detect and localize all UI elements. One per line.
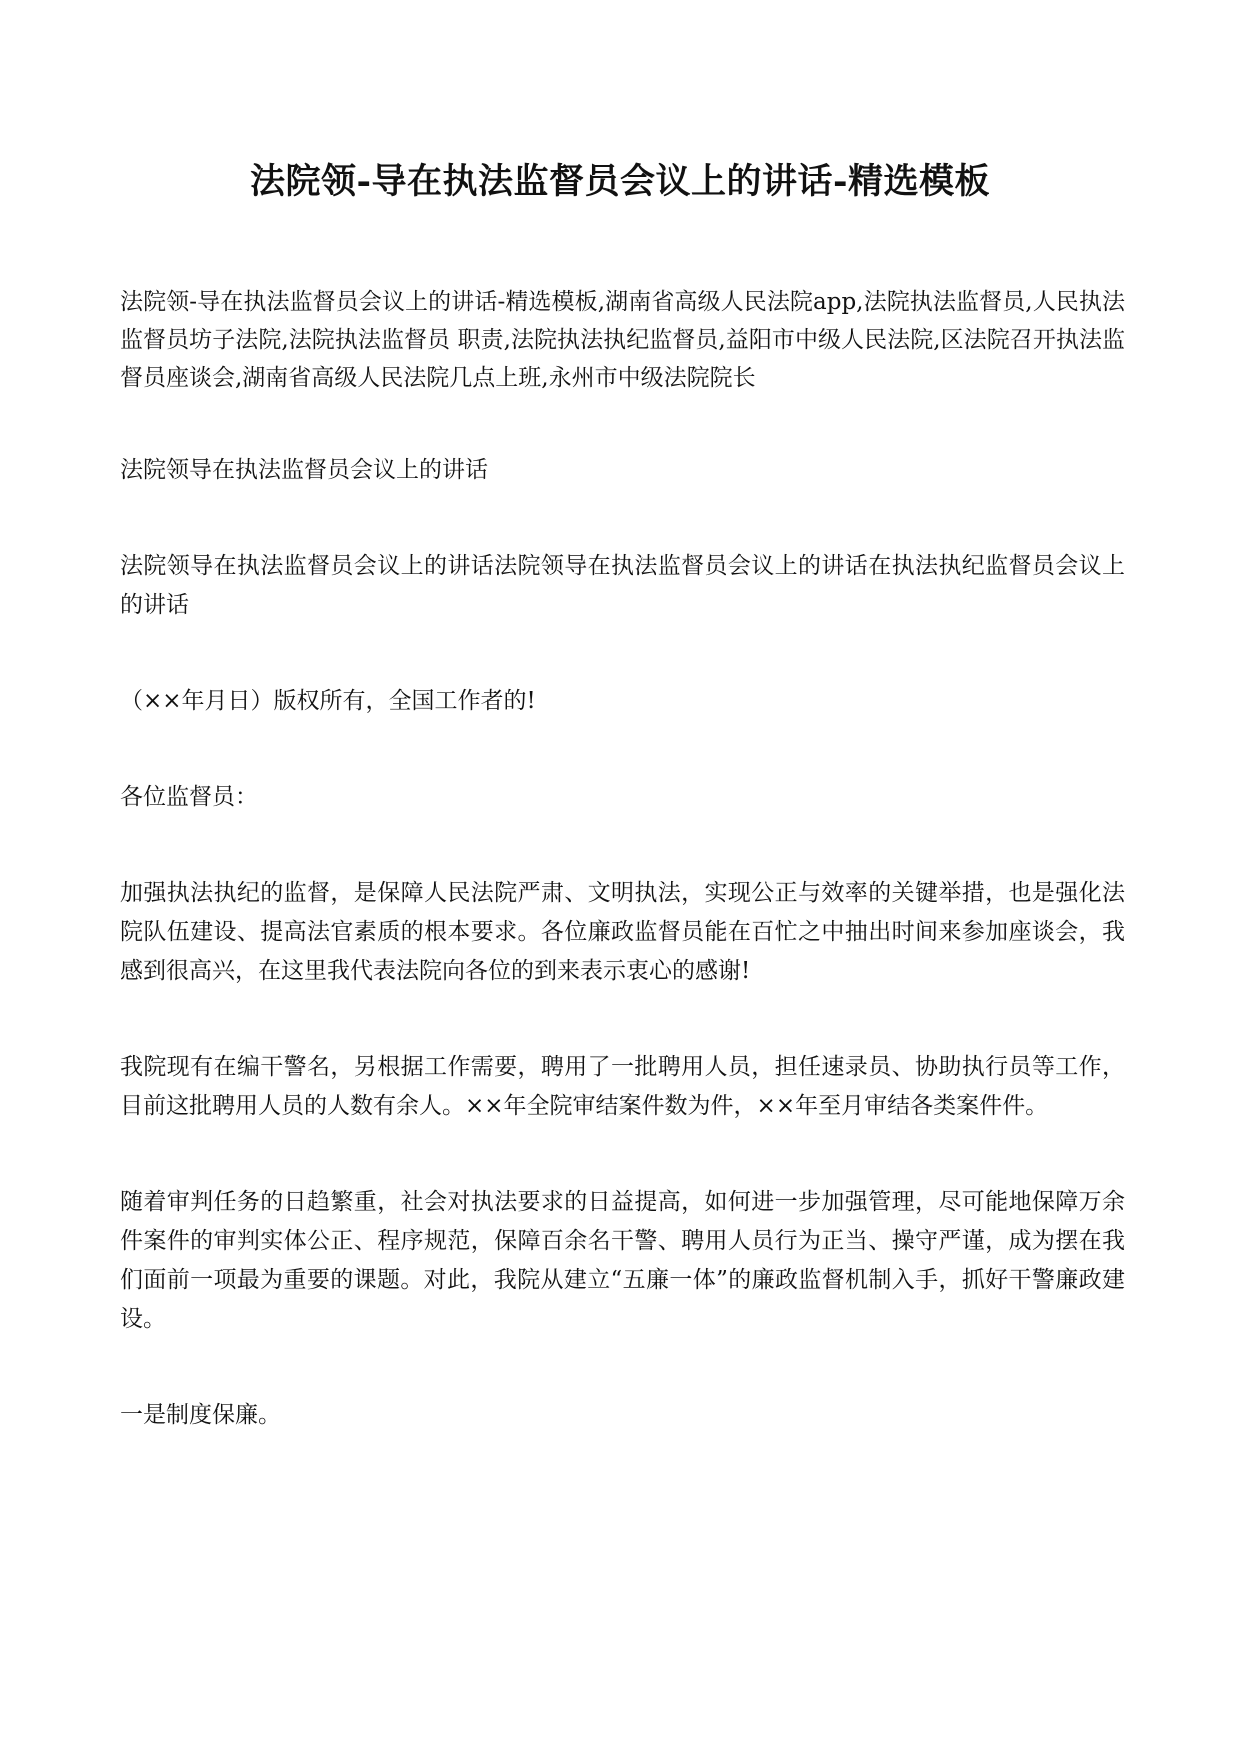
body-paragraph: 加强执法执纪的监督，是保障人民法院严肃、文明执法，实现公正与效率的关键举措，也是强化法院队伍建设、提高法官素质的根本要求。各位廉政监督员能在百忙之中抽出时间来参加座谈会，我感到很高兴，在这里我代表法院向各位的到来表示衷心的感谢! bbox=[120, 880, 1125, 984]
document-body bbox=[120, 283, 1125, 1492]
date-line: （××年月日）版权所有，全国工作者的! bbox=[120, 688, 536, 714]
keywords-paragraph: 法院领-导在执法监督员会议上的讲话-精选模板,湖南省高级人民法院app,法院执法监督员,人民执法监督员坊子法院,法院执法监督员 职责,法院执法执纪监督员,益阳市中级人民法院,区法院召开执法监督员座谈会,湖南省高级人民法院几点上班,永州市中级法院院长 bbox=[120, 289, 1125, 391]
speech-heading: 法院领导在执法监督员会议上的讲话 bbox=[120, 457, 488, 483]
document-title: 法院领-导在执法监督员会议上的讲话-精选模板 bbox=[249, 161, 991, 202]
body-paragraph: 随着审判任务的日趋繁重，社会对执法要求的日益提高，如何进一步加强管理，尽可能地保障万余件案件的审判实体公正、程序规范，保障百余名干警、聘用人员行为正当、操守严谨，成为摆在我们面前一项最为重要的课题。对此，我院从建立“五廉一体”的廉政监督机制入手，抓好干警廉政建设。 bbox=[120, 1189, 1125, 1332]
speech-subheading: 法院领导在执法监督员会议上的讲话法院领导在执法监督员会议上的讲话在执法执纪监督员会议上的讲话 bbox=[120, 553, 1125, 618]
body-paragraph: 我院现有在编干警名，另根据工作需要，聘用了一批聘用人员，担任速录员、协助执行员等工作，目前这批聘用人员的人数有余人。××年全院审结案件数为件，××年至月审结各类案件件。 bbox=[120, 1054, 1125, 1119]
salutation: 各位监督员： bbox=[120, 784, 258, 810]
section-heading: 一是制度保廉。 bbox=[120, 1402, 281, 1428]
